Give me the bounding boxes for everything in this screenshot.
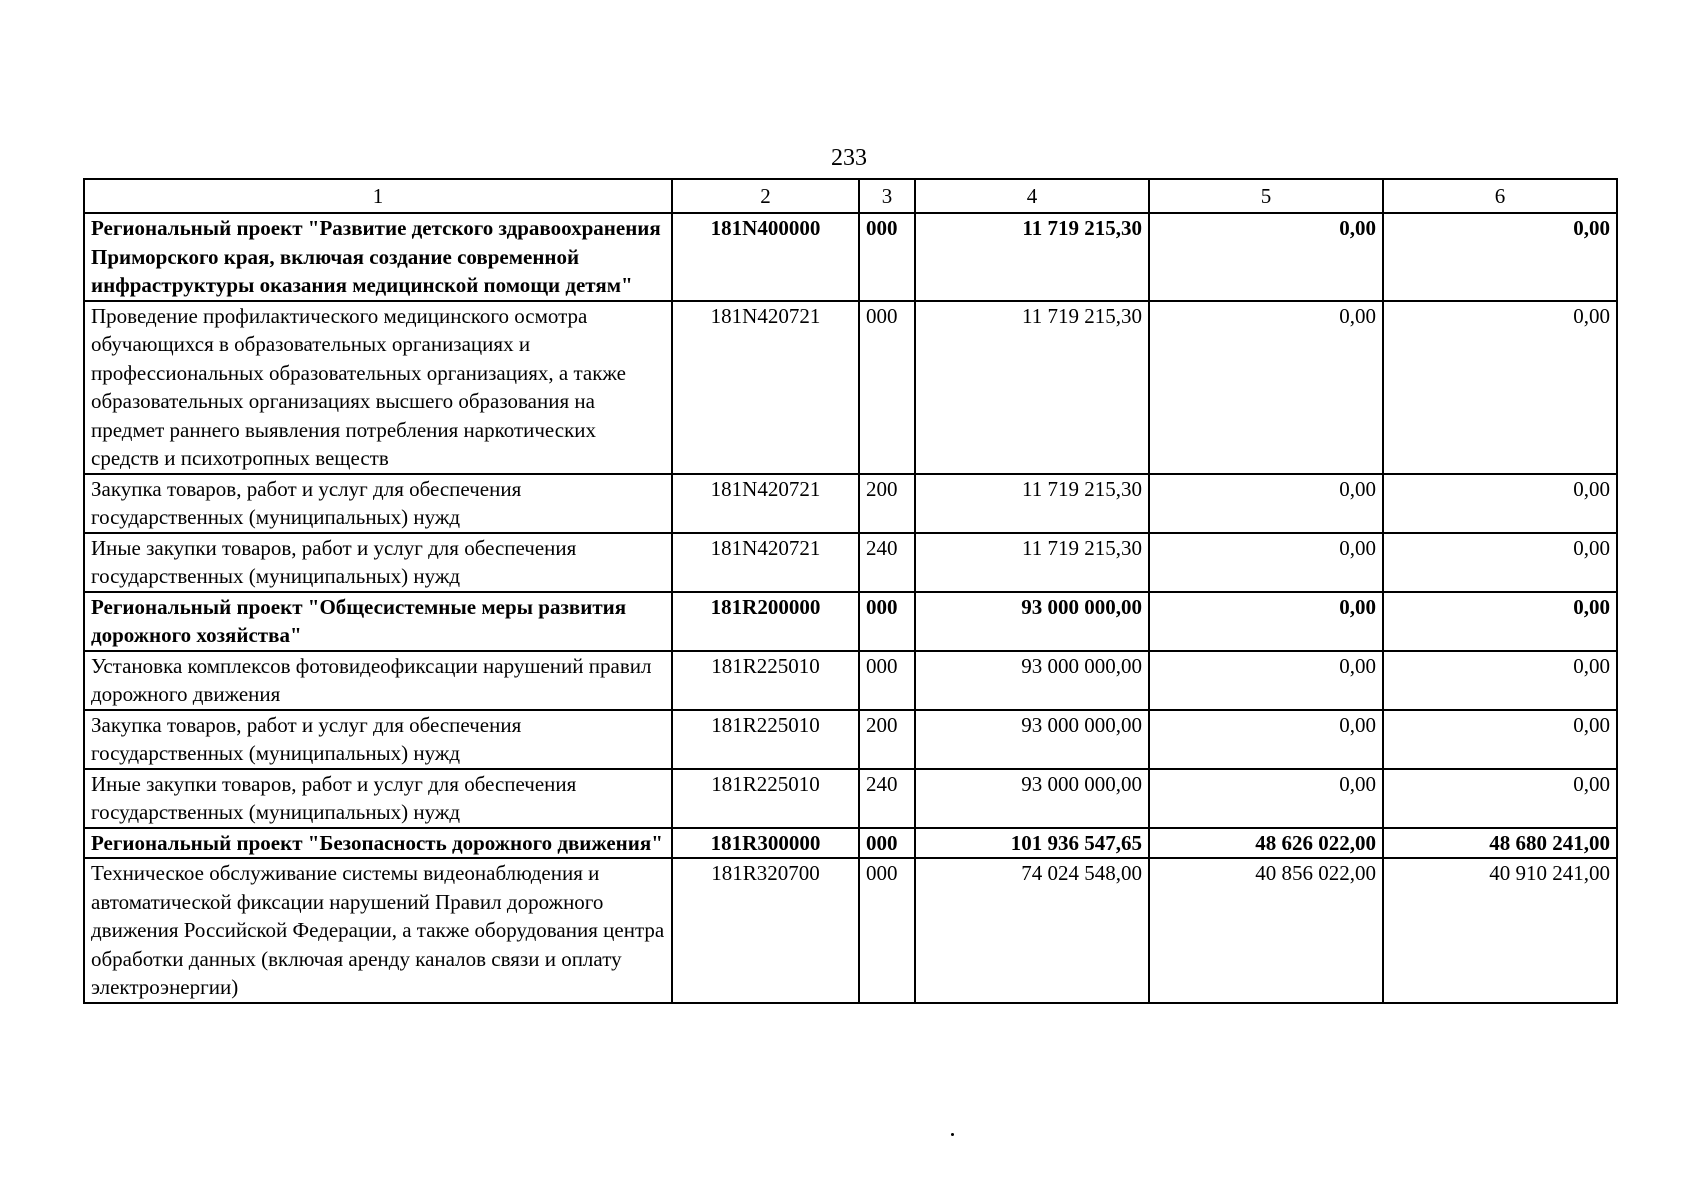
stray-dot-mark <box>951 1133 954 1136</box>
table-row <box>84 301 1617 474</box>
row-value-5: 0,00 <box>1149 592 1383 651</box>
row-value-4: 11 719 215,30 <box>915 301 1149 474</box>
row-value-4: 93 000 000,00 <box>915 769 1149 828</box>
row-value-6: 0,00 <box>1383 651 1617 710</box>
row-code: 181R225010 <box>672 651 859 710</box>
row-value-5: 0,00 <box>1149 533 1383 592</box>
row-value-5: 40 856 022,00 <box>1149 858 1383 1003</box>
row-value-6: 0,00 <box>1383 592 1617 651</box>
row-type: 000 <box>859 651 915 710</box>
row-name: Закупка товаров, работ и услуг для обеспечения государственных (муниципальных) нужд <box>84 710 672 769</box>
row-value-4: 93 000 000,00 <box>915 592 1149 651</box>
row-type: 240 <box>859 769 915 828</box>
row-code: 181N420721 <box>672 474 859 533</box>
table-row <box>84 858 1617 1003</box>
row-name: Региональный проект "Развитие детского здравоохранения Приморского края, включая создание современной инфраструктуры оказания медицинской помощи детям" <box>84 213 672 301</box>
row-type: 000 <box>859 213 915 301</box>
row-value-5: 48 626 022,00 <box>1149 828 1383 859</box>
row-value-6: 0,00 <box>1383 710 1617 769</box>
row-type: 200 <box>859 474 915 533</box>
table-row-project <box>84 213 1617 301</box>
row-value-4: 11 719 215,30 <box>915 213 1149 301</box>
row-value-5: 0,00 <box>1149 710 1383 769</box>
row-value-4: 11 719 215,30 <box>915 474 1149 533</box>
row-value-4: 93 000 000,00 <box>915 710 1149 769</box>
row-type: 240 <box>859 533 915 592</box>
row-value-6: 40 910 241,00 <box>1383 858 1617 1003</box>
row-name: Закупка товаров, работ и услуг для обеспечения государственных (муниципальных) нужд <box>84 474 672 533</box>
column-header-6: 6 <box>1383 179 1617 213</box>
row-code: 181R200000 <box>672 592 859 651</box>
row-value-5: 0,00 <box>1149 651 1383 710</box>
row-type: 000 <box>859 301 915 474</box>
row-value-6: 0,00 <box>1383 769 1617 828</box>
header-row <box>84 179 1617 213</box>
table-row-project <box>84 592 1617 651</box>
row-code: 181N420721 <box>672 301 859 474</box>
page-number: 233 <box>831 145 867 171</box>
row-type: 000 <box>859 828 915 859</box>
row-name: Региональный проект "Общесистемные меры развития дорожного хозяйства" <box>84 592 672 651</box>
table-row <box>84 651 1617 710</box>
row-type: 000 <box>859 858 915 1003</box>
budget-table <box>83 178 1618 1004</box>
table-row <box>84 474 1617 533</box>
row-name: Региональный проект "Безопасность дорожного движения" <box>84 828 672 859</box>
row-value-4: 74 024 548,00 <box>915 858 1149 1003</box>
row-code: 181R300000 <box>672 828 859 859</box>
table-row <box>84 769 1617 828</box>
table-row <box>84 710 1617 769</box>
row-value-5: 0,00 <box>1149 769 1383 828</box>
row-name: Иные закупки товаров, работ и услуг для обеспечения государственных (муниципальных) нужд <box>84 533 672 592</box>
row-name: Проведение профилактического медицинского осмотра обучающихся в образовательных организациях и профессиональных образовательных организациях, а также образовательных организациях высшего образования на предмет раннего выявления потребления наркотических средств и психотропных веществ <box>84 301 672 474</box>
row-value-6: 0,00 <box>1383 213 1617 301</box>
row-type: 200 <box>859 710 915 769</box>
row-value-4: 101 936 547,65 <box>915 828 1149 859</box>
row-value-6: 0,00 <box>1383 301 1617 474</box>
row-code: 181R320700 <box>672 858 859 1003</box>
row-name: Техническое обслуживание системы видеонаблюдения и автоматической фиксации нарушений Правил дорожного движения Российской Федерации, а также оборудования центра обработки данных (включая аренду каналов связи и оплату электроэнергии) <box>84 858 672 1003</box>
row-value-6: 0,00 <box>1383 474 1617 533</box>
row-value-5: 0,00 <box>1149 474 1383 533</box>
row-code: 181N420721 <box>672 533 859 592</box>
row-value-6: 48 680 241,00 <box>1383 828 1617 859</box>
column-header-4: 4 <box>915 179 1149 213</box>
row-name: Установка комплексов фотовидеофиксации нарушений правил дорожного движения <box>84 651 672 710</box>
table-row-project <box>84 828 1617 859</box>
row-code: 181R225010 <box>672 710 859 769</box>
column-header-3: 3 <box>859 179 915 213</box>
row-code: 181R225010 <box>672 769 859 828</box>
row-value-4: 93 000 000,00 <box>915 651 1149 710</box>
row-value-5: 0,00 <box>1149 213 1383 301</box>
row-type: 000 <box>859 592 915 651</box>
column-header-1: 1 <box>84 179 672 213</box>
column-header-5: 5 <box>1149 179 1383 213</box>
row-value-4: 11 719 215,30 <box>915 533 1149 592</box>
row-value-5: 0,00 <box>1149 301 1383 474</box>
row-code: 181N400000 <box>672 213 859 301</box>
row-value-6: 0,00 <box>1383 533 1617 592</box>
table-row <box>84 533 1617 592</box>
row-name: Иные закупки товаров, работ и услуг для обеспечения государственных (муниципальных) нужд <box>84 769 672 828</box>
column-header-2: 2 <box>672 179 859 213</box>
